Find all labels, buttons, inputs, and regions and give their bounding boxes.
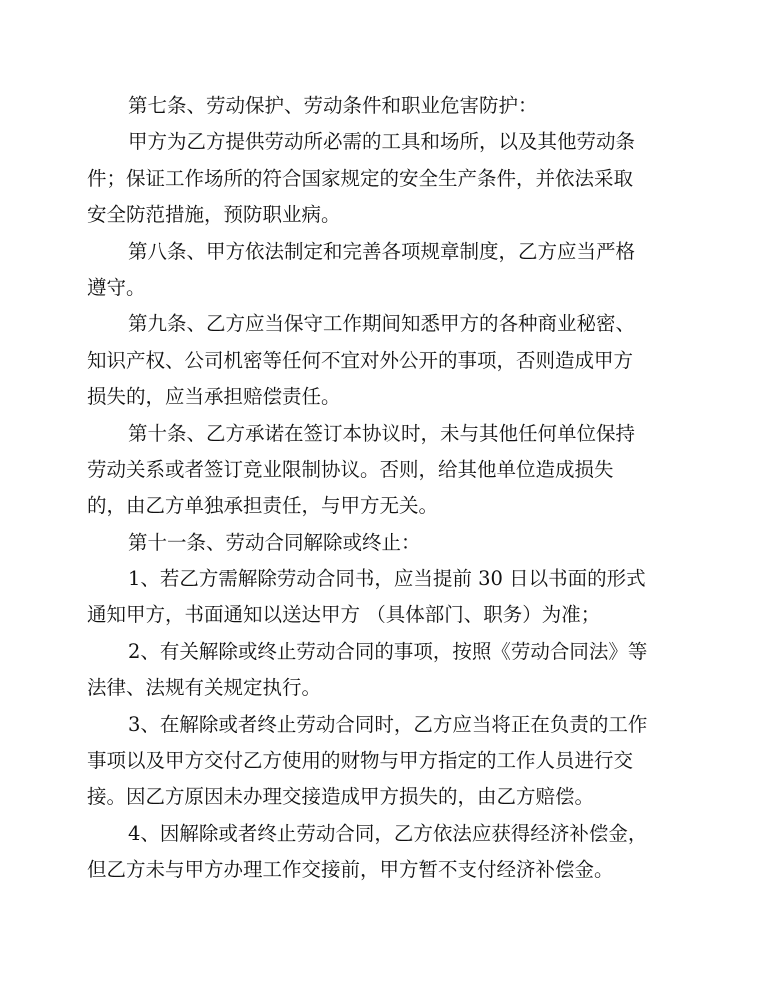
document-body xyxy=(87,88,687,889)
article-9-text-line: 损失的，应当承担赔偿责任。 xyxy=(87,385,341,409)
article-7-heading: 第七条、劳动保护、劳动条件和职业危害防护： xyxy=(128,94,538,117)
article-9-text-line: 第九条、乙方应当保守工作期间知悉甲方的各种商业秘密、 xyxy=(128,312,636,336)
article-7-text-line: 件；保证工作场所的符合国家规定的安全生产条件，并依法采取 xyxy=(87,166,634,190)
article-10-text-line: 劳动关系或者签订竞业限制协议。否则，给其他单位造成损失 xyxy=(87,457,614,481)
clause-3-text-line: 接。因乙方原因未办理交接造成甲方损失的，由乙方赔偿。 xyxy=(87,785,595,809)
clause-2-text-line: 法律、法规有关规定执行。 xyxy=(87,676,322,700)
clause-1-text-line: 1、若乙方需解除劳动合同书，应当提前 30 日以书面的形式 xyxy=(128,567,646,591)
article-9-text-line: 知识产权、公司机密等任何不宜对外公开的事项，否则造成甲方 xyxy=(87,348,634,372)
article-7-text-line: 甲方为乙方提供劳动所必需的工具和场所，以及其他劳动条 xyxy=(128,130,636,154)
article-10-text-line: 的，由乙方单独承担责任，与甲方无关。 xyxy=(87,494,439,518)
clause-4-text-line: 4、因解除或者终止劳动合同，乙方依法应获得经济补偿金， xyxy=(128,821,648,845)
clause-3-text-line: 事项以及甲方交付乙方使用的财物与甲方指定的工作人员进行交 xyxy=(87,749,634,773)
clause-4-text-line: 但乙方未与甲方办理工作交接前，甲方暂不支付经济补偿金。 xyxy=(87,858,614,882)
article-8-text-line: 遵守。 xyxy=(87,275,146,299)
article-11-heading: 第十一条、劳动合同解除或终止： xyxy=(128,530,421,554)
article-10-text-line: 第十条、乙方承诺在签订本协议时，未与其他任何单位保持 xyxy=(128,421,636,445)
clause-3-text-line: 3、在解除或者终止劳动合同时，乙方应当将正在负责的工作 xyxy=(128,712,648,736)
article-7-text-line: 安全防范措施，预防职业病。 xyxy=(87,203,341,227)
clause-1-text-line: 通知甲方，书面通知以送达甲方 （具体部门、职务）为准； xyxy=(87,603,601,627)
clause-2-text-line: 2、有关解除或终止劳动合同的事项，按照《劳动合同法》等 xyxy=(128,639,648,663)
article-8-text-line: 第八条、甲方依法制定和完善各项规章制度，乙方应当严格 xyxy=(128,239,636,263)
